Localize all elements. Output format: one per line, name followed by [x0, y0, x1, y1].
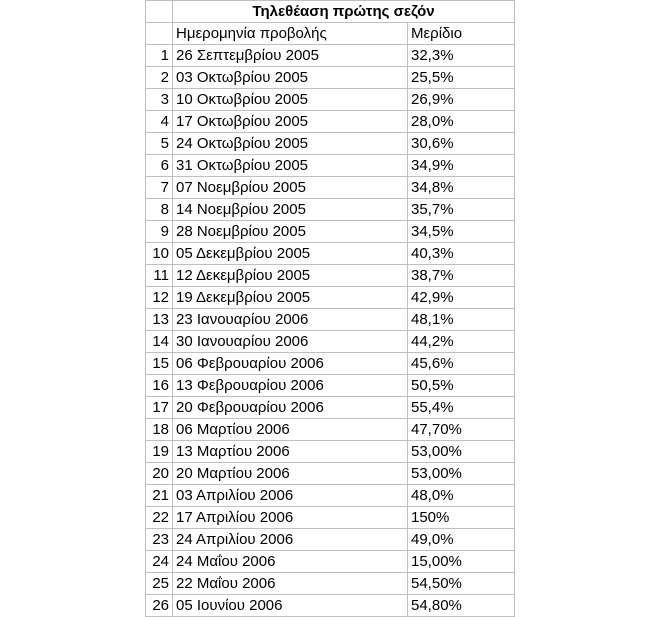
air-date-cell[interactable]: 13 Φεβρουαρίου 2006: [173, 375, 408, 397]
share-cell[interactable]: 54,50%: [408, 573, 515, 595]
table-row: [146, 529, 515, 551]
share-cell[interactable]: 47,70%: [408, 419, 515, 441]
share-cell[interactable]: 49,0%: [408, 529, 515, 551]
row-number-cell[interactable]: 20: [146, 463, 173, 485]
air-date-cell[interactable]: 03 Οκτωβρίου 2005: [173, 67, 408, 89]
table-row: [146, 287, 515, 309]
table-row: [146, 419, 515, 441]
share-cell[interactable]: 53,00%: [408, 463, 515, 485]
row-number-cell[interactable]: 24: [146, 551, 173, 573]
air-date-cell[interactable]: 06 Φεβρουαρίου 2006: [173, 353, 408, 375]
row-number-cell[interactable]: 10: [146, 243, 173, 265]
header-date[interactable]: Ημερομηνία προβολής: [173, 23, 408, 45]
air-date-cell[interactable]: 17 Οκτωβρίου 2005: [173, 111, 408, 133]
table-row: [146, 155, 515, 177]
share-cell[interactable]: 25,5%: [408, 67, 515, 89]
share-cell[interactable]: 32,3%: [408, 45, 515, 67]
row-number-cell[interactable]: 25: [146, 573, 173, 595]
share-cell[interactable]: 45,6%: [408, 353, 515, 375]
air-date-cell[interactable]: 20 Φεβρουαρίου 2006: [173, 397, 408, 419]
share-cell[interactable]: 34,5%: [408, 221, 515, 243]
air-date-cell[interactable]: 24 Μαΐου 2006: [173, 551, 408, 573]
share-cell[interactable]: 50,5%: [408, 375, 515, 397]
share-cell[interactable]: 150%: [408, 507, 515, 529]
share-cell[interactable]: 54,80%: [408, 595, 515, 617]
title-corner-cell[interactable]: [146, 1, 173, 23]
row-number-cell[interactable]: 8: [146, 199, 173, 221]
share-cell[interactable]: 26,9%: [408, 89, 515, 111]
row-number-cell[interactable]: 16: [146, 375, 173, 397]
share-cell[interactable]: 34,9%: [408, 155, 515, 177]
row-number-cell[interactable]: 5: [146, 133, 173, 155]
air-date-cell[interactable]: 07 Νοεμβρίου 2005: [173, 177, 408, 199]
table-row: [146, 177, 515, 199]
air-date-cell[interactable]: 31 Οκτωβρίου 2005: [173, 155, 408, 177]
share-cell[interactable]: 15,00%: [408, 551, 515, 573]
air-date-cell[interactable]: 05 Ιουνίου 2006: [173, 595, 408, 617]
air-date-cell[interactable]: 05 Δεκεμβρίου 2005: [173, 243, 408, 265]
row-number-cell[interactable]: 15: [146, 353, 173, 375]
table-row: [146, 67, 515, 89]
share-cell[interactable]: 42,9%: [408, 287, 515, 309]
table-row: [146, 243, 515, 265]
air-date-cell[interactable]: 23 Ιανουαρίου 2006: [173, 309, 408, 331]
air-date-cell[interactable]: 03 Απριλίου 2006: [173, 485, 408, 507]
table-row: [146, 485, 515, 507]
air-date-cell[interactable]: 28 Νοεμβρίου 2005: [173, 221, 408, 243]
air-date-cell[interactable]: 26 Σεπτεμβρίου 2005: [173, 45, 408, 67]
header-share[interactable]: Μερίδιο: [408, 23, 515, 45]
air-date-cell[interactable]: 06 Μαρτίου 2006: [173, 419, 408, 441]
share-cell[interactable]: 35,7%: [408, 199, 515, 221]
table-title[interactable]: Τηλεθέαση πρώτης σεζόν: [173, 1, 515, 23]
row-number-cell[interactable]: 7: [146, 177, 173, 199]
row-number-cell[interactable]: 1: [146, 45, 173, 67]
table-row: [146, 441, 515, 463]
header-row: [146, 23, 515, 45]
share-cell[interactable]: 30,6%: [408, 133, 515, 155]
share-cell[interactable]: 34,8%: [408, 177, 515, 199]
share-cell[interactable]: 40,3%: [408, 243, 515, 265]
table-row: [146, 463, 515, 485]
share-cell[interactable]: 48,1%: [408, 309, 515, 331]
share-cell[interactable]: 44,2%: [408, 331, 515, 353]
air-date-cell[interactable]: 13 Μαρτίου 2006: [173, 441, 408, 463]
table-row: [146, 45, 515, 67]
table-row: [146, 199, 515, 221]
air-date-cell[interactable]: 12 Δεκεμβρίου 2005: [173, 265, 408, 287]
table-row: [146, 375, 515, 397]
table-row: [146, 397, 515, 419]
air-date-cell[interactable]: 22 Μαΐου 2006: [173, 573, 408, 595]
air-date-cell[interactable]: 20 Μαρτίου 2006: [173, 463, 408, 485]
ratings-table: [145, 0, 515, 617]
row-number-cell[interactable]: 17: [146, 397, 173, 419]
table-row: [146, 353, 515, 375]
row-number-cell[interactable]: 26: [146, 595, 173, 617]
row-number-cell[interactable]: 21: [146, 485, 173, 507]
row-number-cell[interactable]: 19: [146, 441, 173, 463]
ratings-table-body: [146, 1, 515, 617]
share-cell[interactable]: 48,0%: [408, 485, 515, 507]
table-row: [146, 309, 515, 331]
table-row: [146, 551, 515, 573]
air-date-cell[interactable]: 19 Δεκεμβρίου 2005: [173, 287, 408, 309]
air-date-cell[interactable]: 24 Απριλίου 2006: [173, 529, 408, 551]
air-date-cell[interactable]: 14 Νοεμβρίου 2005: [173, 199, 408, 221]
row-number-cell[interactable]: 13: [146, 309, 173, 331]
row-number-cell[interactable]: 9: [146, 221, 173, 243]
table-row: [146, 595, 515, 617]
row-number-cell[interactable]: 18: [146, 419, 173, 441]
row-number-cell[interactable]: 14: [146, 331, 173, 353]
table-row: [146, 89, 515, 111]
table-row: [146, 221, 515, 243]
air-date-cell[interactable]: 10 Οκτωβρίου 2005: [173, 89, 408, 111]
table-row: [146, 573, 515, 595]
air-date-cell[interactable]: 24 Οκτωβρίου 2005: [173, 133, 408, 155]
table-row: [146, 111, 515, 133]
table-row: [146, 265, 515, 287]
share-cell[interactable]: 28,0%: [408, 111, 515, 133]
row-number-cell[interactable]: 22: [146, 507, 173, 529]
row-number-cell[interactable]: 6: [146, 155, 173, 177]
title-row: [146, 1, 515, 23]
row-number-cell[interactable]: 3: [146, 89, 173, 111]
row-number-cell[interactable]: 11: [146, 265, 173, 287]
air-date-cell[interactable]: 17 Απριλίου 2006: [173, 507, 408, 529]
share-cell[interactable]: 38,7%: [408, 265, 515, 287]
row-number-cell[interactable]: 4: [146, 111, 173, 133]
table-row: [146, 331, 515, 353]
air-date-cell[interactable]: 30 Ιανουαρίου 2006: [173, 331, 408, 353]
header-corner-cell[interactable]: [146, 23, 173, 45]
table-row: [146, 133, 515, 155]
share-cell[interactable]: 53,00%: [408, 441, 515, 463]
table-row: [146, 507, 515, 529]
row-number-cell[interactable]: 23: [146, 529, 173, 551]
row-number-cell[interactable]: 12: [146, 287, 173, 309]
share-cell[interactable]: 55,4%: [408, 397, 515, 419]
row-number-cell[interactable]: 2: [146, 67, 173, 89]
